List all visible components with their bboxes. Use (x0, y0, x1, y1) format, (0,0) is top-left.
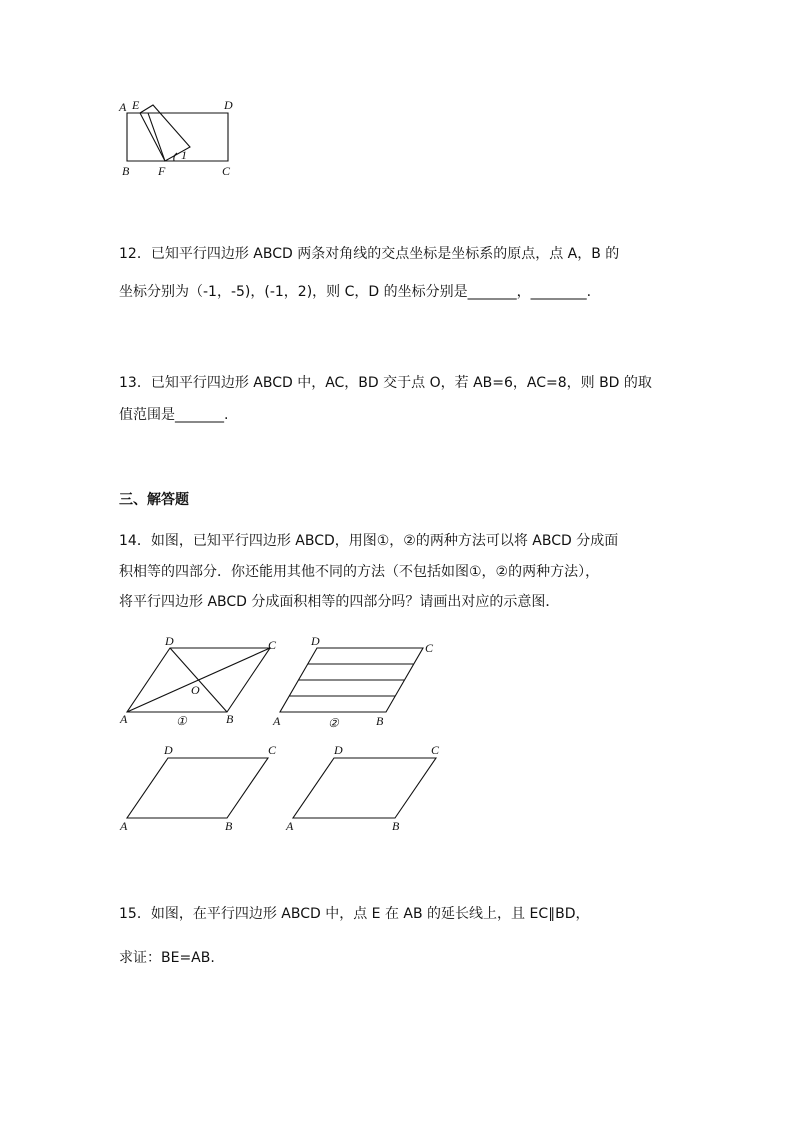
caption-2: ② (328, 716, 339, 730)
label-c: C (268, 743, 277, 757)
q14-line2: 积相等的四部分．你还能用其他不同的方法（不包括如图①，②的两种方法）， (119, 564, 600, 580)
label-d: D (165, 634, 174, 648)
parallelogram-figure-3 (115, 740, 285, 840)
label-b: B (376, 714, 384, 728)
fold-line-ef (148, 113, 165, 161)
q12-line1: 12．已知平行四边形 ABCD 两条对角线的交点坐标是坐标系的原点，点 A，B 的 (119, 246, 620, 262)
parallelogram-outline (127, 758, 268, 818)
q15-line2: 求证：BE=AB. (119, 950, 215, 966)
label-b: B (226, 712, 234, 726)
label-e: E (132, 98, 140, 112)
label-f: F (158, 164, 166, 178)
label-a: A (120, 712, 128, 726)
label-d: D (334, 743, 343, 757)
label-b: B (122, 164, 130, 178)
label-b: B (392, 819, 400, 833)
label-c: C (268, 638, 277, 652)
folded-rectangle-figure (110, 95, 250, 180)
diagonal-bd (170, 648, 227, 712)
q13-line1: 13．已知平行四边形 ABCD 中，AC，BD 交于点 O，若 AB=6，AC=8，则 BD 的取 (119, 375, 652, 391)
label-o: O (191, 683, 200, 697)
q15-line1: 15．如图，在平行四边形 ABCD 中，点 E 在 AB 的延长线上，且 EC∥BD， (119, 906, 590, 922)
label-a: A (273, 714, 281, 728)
parallelogram-outline (293, 758, 436, 818)
label-a: A (286, 819, 294, 833)
label-d: D (224, 98, 233, 112)
parallelogram-figure-1 (115, 632, 285, 737)
q14-line1: 14．如图，已知平行四边形 ABCD，用图①，②的两种方法可以将 ABCD 分成面 (119, 533, 619, 549)
label-b: B (225, 819, 233, 833)
angle-1-label: 1 (181, 148, 187, 162)
label-d: D (164, 743, 173, 757)
label-c: C (431, 743, 440, 757)
parallelogram-figure-4 (280, 740, 450, 840)
label-a: A (119, 100, 127, 114)
label-c: C (425, 641, 434, 655)
label-a: A (120, 819, 128, 833)
q14-line3: 将平行四边形 ABCD 分成面积相等的四部分吗？请画出对应的示意图． (119, 594, 560, 610)
section-heading: 三、解答题 (119, 492, 189, 508)
label-d: D (311, 634, 320, 648)
q12-line2: 坐标分别为（-1，-5)，(-1，2)，则 C，D 的坐标分别是_______，________. (119, 284, 592, 300)
label-c: C (222, 164, 231, 178)
q13-line2: 值范围是_______. (119, 407, 229, 423)
parallelogram-figure-2 (268, 632, 443, 737)
caption-1: ① (176, 714, 187, 728)
